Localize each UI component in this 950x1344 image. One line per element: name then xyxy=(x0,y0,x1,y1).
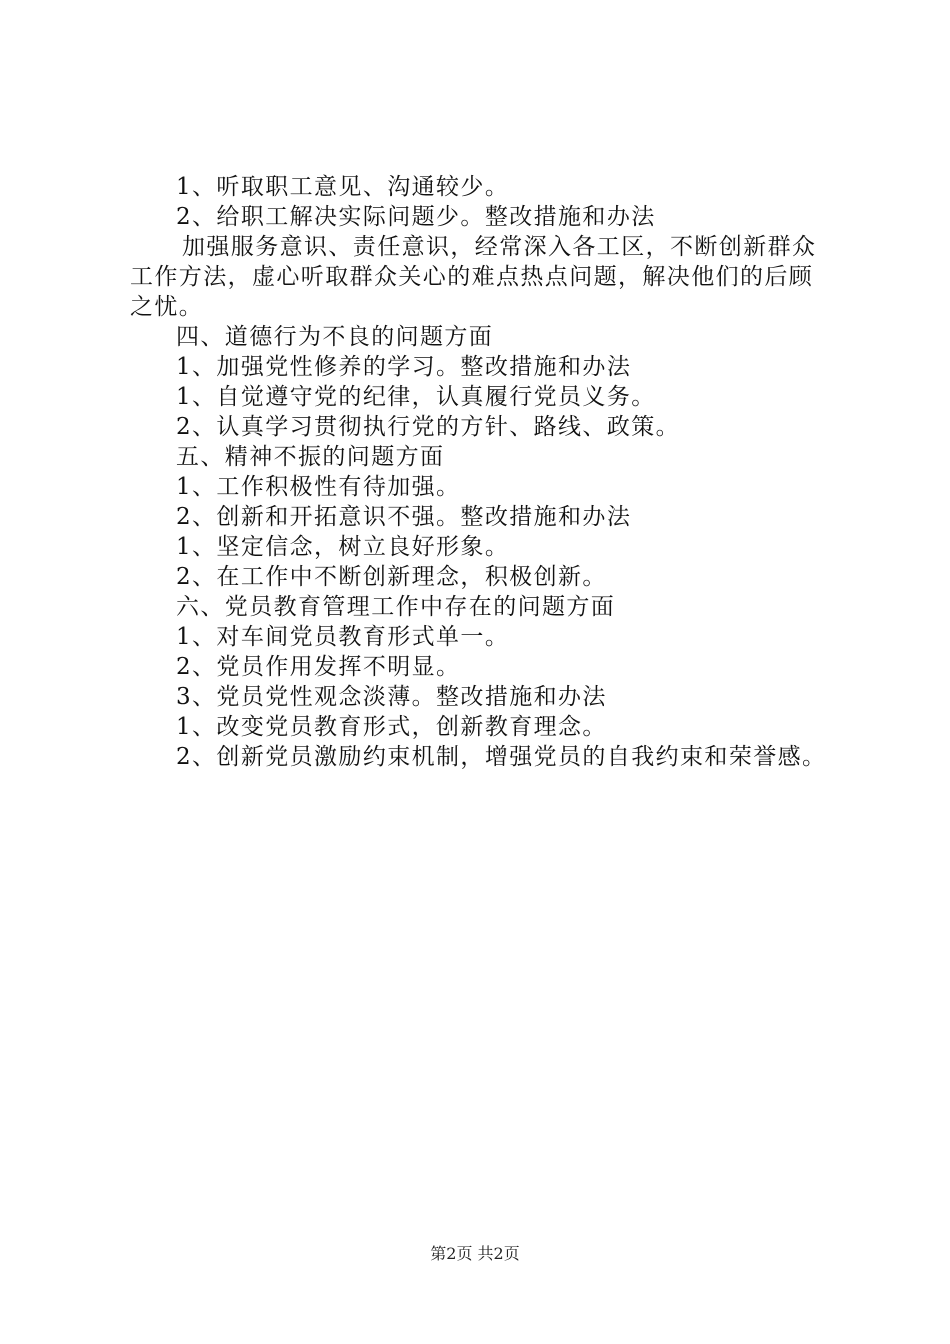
text-line: 2、在工作中不断创新理念，积极创新。 xyxy=(176,564,607,590)
text-line: 1、加强党性修养的学习。整改措施和办法 xyxy=(176,354,632,380)
text-line: 2、认真学习贯彻执行党的方针、路线、政策。 xyxy=(176,414,681,440)
text-line: 2、党员作用发挥不明显。 xyxy=(176,654,461,680)
section-heading: 五、精神不振的问题方面 xyxy=(176,444,445,470)
text-line: 2、创新和开拓意识不强。整改措施和办法 xyxy=(176,504,632,530)
text-line: 1、工作积极性有待加强。 xyxy=(176,474,461,500)
document-body xyxy=(130,172,840,772)
text-line: 1、自觉遵守党的纪律，认真履行党员义务。 xyxy=(176,384,656,410)
text-line: 1、对车间党员教育形式单一。 xyxy=(176,624,510,650)
text-line: 2、创新党员激励约束机制，增强党员的自我约束和荣誉感。 xyxy=(176,744,827,770)
text-line: 2、给职工解决实际问题少。整改措施和办法 xyxy=(176,204,656,230)
text-line: 3、党员党性观念淡薄。整改措施和办法 xyxy=(176,684,607,710)
text-line: 1、听取职工意见、沟通较少。 xyxy=(176,174,510,200)
section-heading: 四、道德行为不良的问题方面 xyxy=(176,324,494,350)
text-line: 1、改变党员教育形式，创新教育理念。 xyxy=(176,714,607,740)
text-line: 1、坚定信念，树立良好形象。 xyxy=(176,534,510,560)
paragraph: 加强服务意识、责任意识，经常深入各工区，不断创新群众工作方法，虚心听取群众关心的难点热点问题，解决他们的后顾之忧。 xyxy=(130,234,817,320)
page-footer: 第2页 共2页 xyxy=(430,1244,520,1263)
section-heading: 六、党员教育管理工作中存在的问题方面 xyxy=(176,594,616,620)
